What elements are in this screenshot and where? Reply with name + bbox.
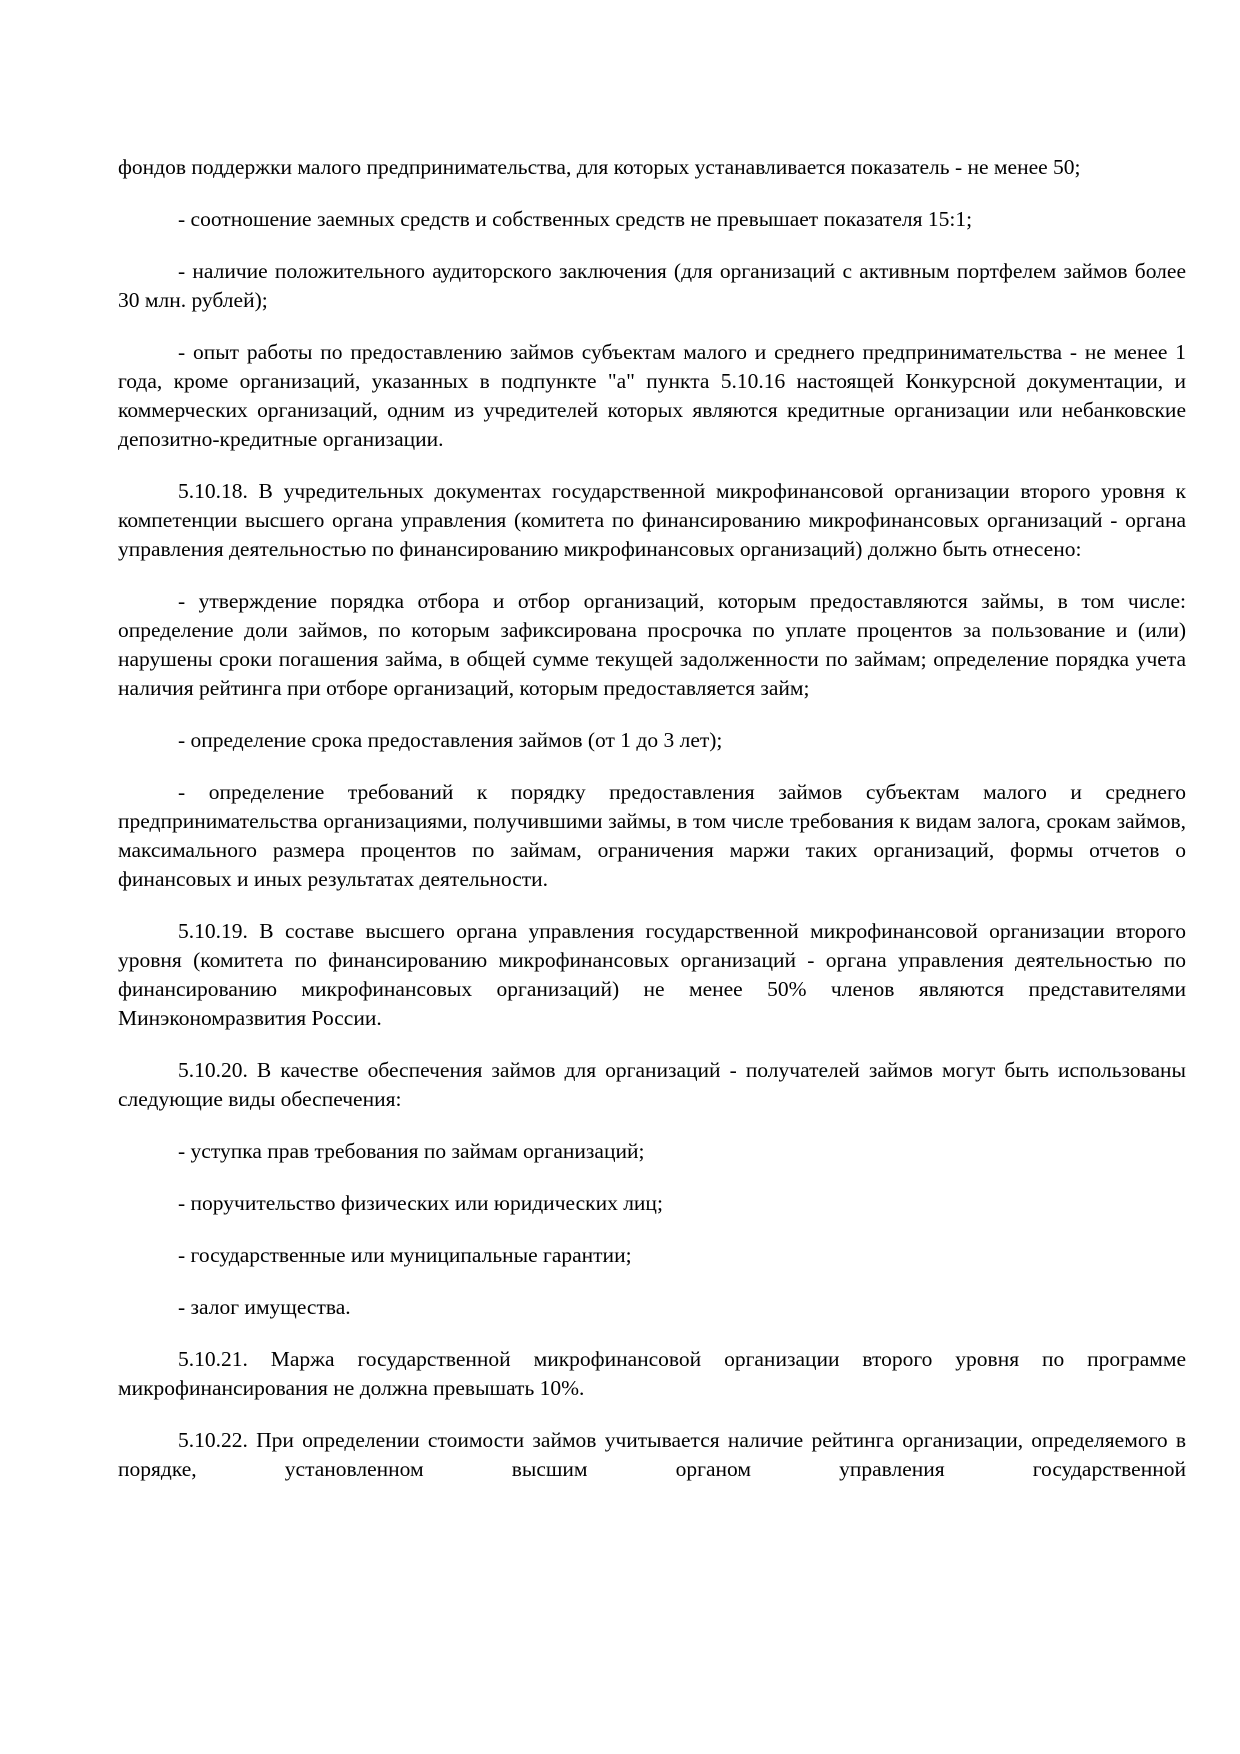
- paragraph-5-10-21: 5.10.21. Маржа государственной микрофинансовой организации второго уровня по программе микрофинансирования не должна превышать 10%.: [118, 1347, 1186, 1400]
- paragraph-guarantees: - государственные или муниципальные гарантии;: [178, 1243, 632, 1267]
- paragraph-5-10-22: 5.10.22. При определении стоимости займов учитывается наличие рейтинга организации, определяемого в порядке, установленном высшим органом управления государственной: [118, 1428, 1186, 1481]
- paragraph-requirements: - определение требований к порядку предоставления займов субъектам малого и среднего предпринимательства организациями, получившими займы, в том числе требования к видам залога, срокам займов, максимального размера процентов по займам, ограничения маржи таких организаций, формы отчетов о финансовых и иных результатах деятельности.: [118, 780, 1186, 891]
- paragraph-debt-ratio: - соотношение заемных средств и собственных средств не превышает показателя 15:1;: [178, 207, 973, 231]
- paragraph-assignment: - уступка прав требования по займам организаций;: [178, 1139, 645, 1163]
- paragraph-5-10-19: 5.10.19. В составе высшего органа управления государственной микрофинансовой организации второго уровня (комитета по финансированию микрофинансовых организаций - органа управления деятельностью по финансированию микрофинансовых организаций) не менее 50% членов являются представителями Минэкономразвития России.: [118, 919, 1186, 1030]
- paragraph-5-10-18: 5.10.18. В учредительных документах государственной микрофинансовой организации второго уровня к компетенции высшего органа управления (комитета по финансированию микрофинансовых организаций - органа управления деятельностью по финансированию микрофинансовых организаций) должно быть отнесено:: [118, 479, 1186, 561]
- paragraph-pledge: - залог имущества.: [178, 1295, 351, 1319]
- paragraph-surety: - поручительство физических или юридических лиц;: [178, 1191, 663, 1215]
- paragraph-audit: - наличие положительного аудиторского заключения (для организаций с активным портфелем займов более 30 млн. рублей);: [118, 259, 1186, 312]
- paragraph-term: - определение срока предоставления займов (от 1 до 3 лет);: [178, 728, 723, 752]
- paragraph-experience: - опыт работы по предоставлению займов субъектам малого и среднего предпринимательства - не менее 1 года, кроме организаций, указанных в подпункте "а" пункта 5.10.16 настоящей Конкурсной документации, и коммерческих организаций, одним из учредителей которых являются кредитные организации или небанковские депозитно-кредитные организации.: [118, 340, 1186, 451]
- paragraph-selection: - утверждение порядка отбора и отбор организаций, которым предоставляются займы, в том числе: определение доли займов, по которым зафиксирована просрочка по уплате процентов за пользование и (или) нарушены сроки погашения займа, в общей сумме текущей задолженности по займам; определение порядка учета наличия рейтинга при отборе организаций, которым предоставляется займ;: [118, 589, 1186, 700]
- paragraph-5-10-20: 5.10.20. В качестве обеспечения займов для организаций - получателей займов могут быть использованы следующие виды обеспечения:: [118, 1058, 1186, 1111]
- document-page: [118, 153, 1186, 1507]
- paragraph-continuation: фондов поддержки малого предпринимательства, для которых устанавливается показатель - не менее 50;: [118, 155, 1081, 179]
